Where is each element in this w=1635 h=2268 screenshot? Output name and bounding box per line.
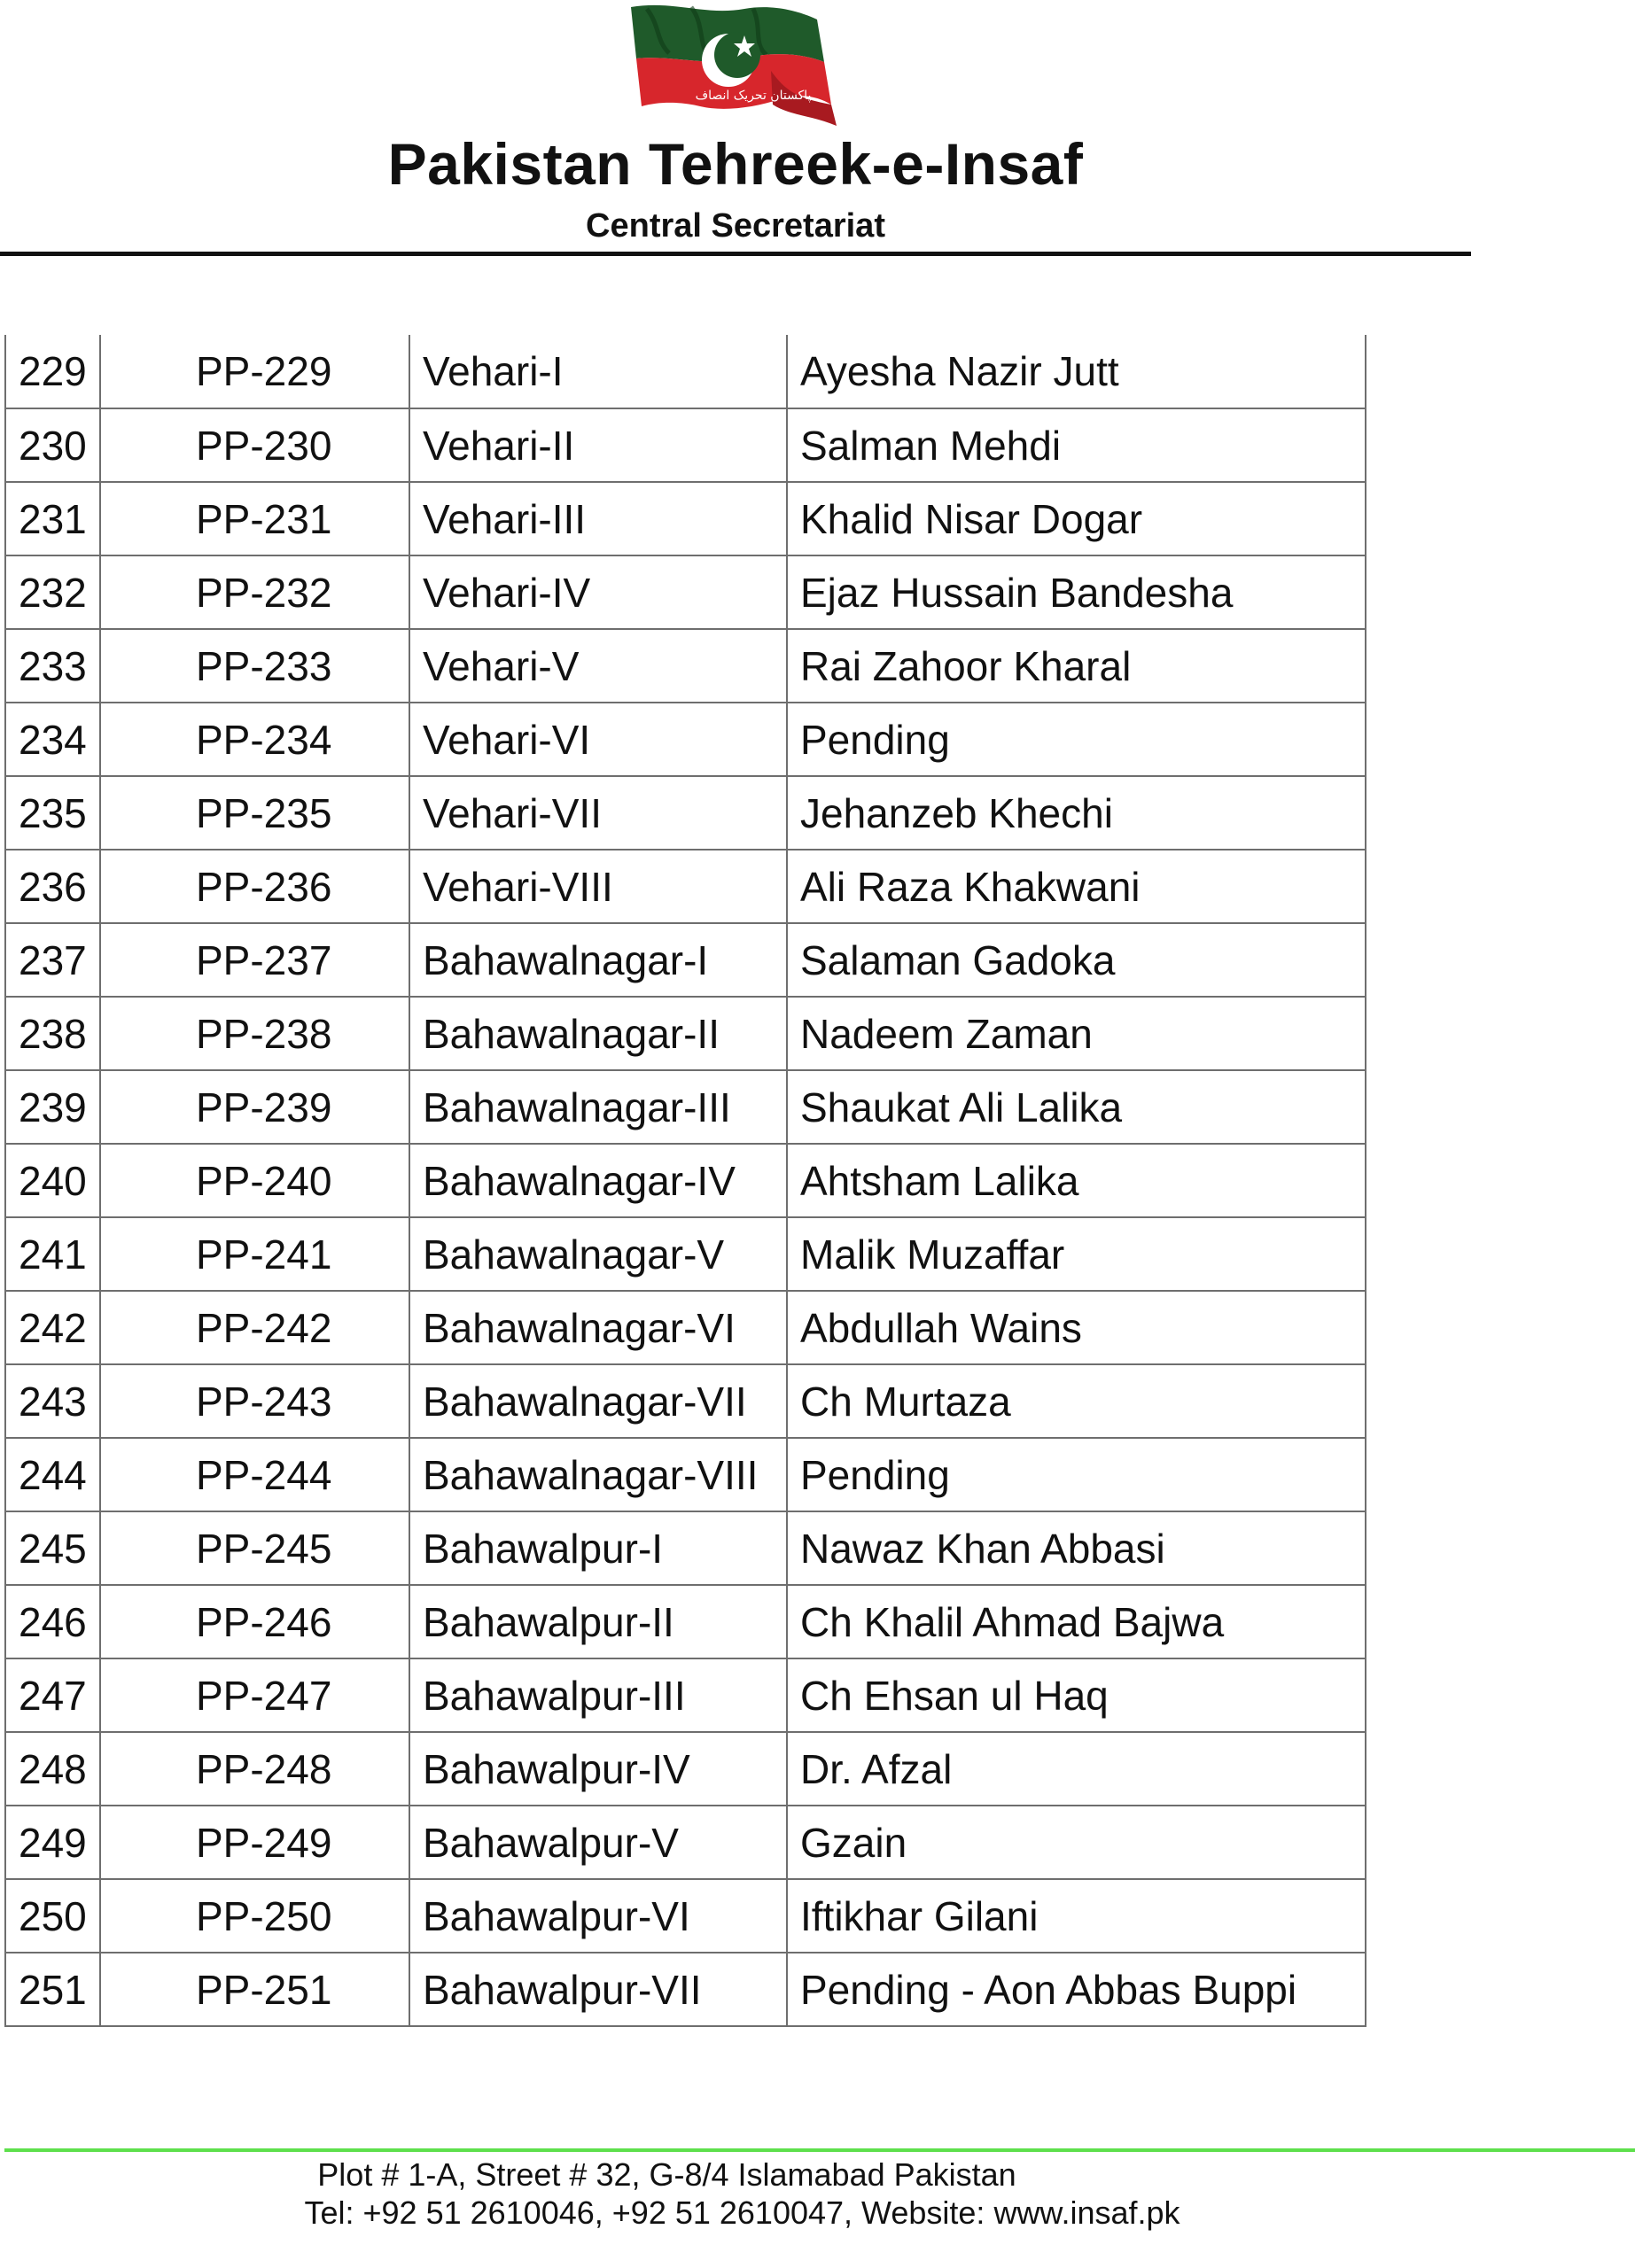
constituency-name: Vehari-II <box>409 408 787 482</box>
candidate-name: Dr. Afzal <box>787 1732 1366 1806</box>
row-number: 236 <box>5 850 100 923</box>
table-row <box>5 1291 1366 1364</box>
table-row <box>5 1953 1366 2026</box>
constituency-code: PP-233 <box>100 629 409 703</box>
constituency-name: Vehari-V <box>409 629 787 703</box>
table-row <box>5 1217 1366 1291</box>
candidate-name: Salman Mehdi <box>787 408 1366 482</box>
candidate-name: Pending - Aon Abbas Buppi <box>787 1953 1366 2026</box>
constituency-name: Bahawalnagar-V <box>409 1217 787 1291</box>
row-number: 244 <box>5 1438 100 1511</box>
row-number: 233 <box>5 629 100 703</box>
constituency-code: PP-232 <box>100 555 409 629</box>
constituency-code: PP-229 <box>100 335 409 408</box>
constituency-name: Bahawalpur-IV <box>409 1732 787 1806</box>
flag-inscription: پاکستان تحریک انصاف <box>695 89 812 103</box>
constituency-name: Vehari-III <box>409 482 787 555</box>
row-number: 231 <box>5 482 100 555</box>
table-row <box>5 1438 1366 1511</box>
row-number: 246 <box>5 1585 100 1658</box>
row-number: 249 <box>5 1806 100 1879</box>
candidate-name: Pending <box>787 703 1366 776</box>
table-row <box>5 1879 1366 1953</box>
candidate-name: Pending <box>787 1438 1366 1511</box>
constituency-code: PP-238 <box>100 997 409 1070</box>
candidate-name: Khalid Nisar Dogar <box>787 482 1366 555</box>
constituency-name: Bahawalnagar-III <box>409 1070 787 1144</box>
row-number: 250 <box>5 1879 100 1953</box>
organization-subtitle: Central Secretariat <box>586 207 885 245</box>
table-row <box>5 629 1366 703</box>
candidate-name: Salaman Gadoka <box>787 923 1366 997</box>
constituency-name: Bahawalnagar-VIII <box>409 1438 787 1511</box>
footer-divider <box>4 2148 1635 2152</box>
row-number: 247 <box>5 1658 100 1732</box>
candidates-table-container <box>4 335 1365 2027</box>
constituency-name: Bahawalnagar-I <box>409 923 787 997</box>
row-number: 248 <box>5 1732 100 1806</box>
table-row <box>5 997 1366 1070</box>
table-row <box>5 1585 1366 1658</box>
table-row <box>5 1732 1366 1806</box>
table-row <box>5 850 1366 923</box>
row-number: 243 <box>5 1364 100 1438</box>
constituency-name: Bahawalpur-V <box>409 1806 787 1879</box>
row-number: 251 <box>5 1953 100 2026</box>
constituency-name: Bahawalpur-III <box>409 1658 787 1732</box>
candidate-name: Ch Khalil Ahmad Bajwa <box>787 1585 1366 1658</box>
pti-flag-logo <box>620 0 842 133</box>
constituency-code: PP-241 <box>100 1217 409 1291</box>
row-number: 239 <box>5 1070 100 1144</box>
table-row <box>5 776 1366 850</box>
table-row <box>5 703 1366 776</box>
candidate-name: Ali Raza Khakwani <box>787 850 1366 923</box>
constituency-code: PP-246 <box>100 1585 409 1658</box>
row-number: 230 <box>5 408 100 482</box>
candidate-name: Rai Zahoor Kharal <box>787 629 1366 703</box>
constituency-code: PP-247 <box>100 1658 409 1732</box>
constituency-name: Vehari-VII <box>409 776 787 850</box>
table-row <box>5 1144 1366 1217</box>
organization-title: Pakistan Tehreek-e-Insaf <box>387 131 1084 197</box>
row-number: 242 <box>5 1291 100 1364</box>
constituency-name: Bahawalnagar-II <box>409 997 787 1070</box>
constituency-code: PP-251 <box>100 1953 409 2026</box>
candidate-name: Gzain <box>787 1806 1366 1879</box>
table-row <box>5 1070 1366 1144</box>
constituency-name: Bahawalnagar-IV <box>409 1144 787 1217</box>
constituency-name: Vehari-IV <box>409 555 787 629</box>
constituency-code: PP-230 <box>100 408 409 482</box>
candidate-name: Iftikhar Gilani <box>787 1879 1366 1953</box>
table-row <box>5 1806 1366 1879</box>
constituency-code: PP-245 <box>100 1511 409 1585</box>
constituency-name: Bahawalnagar-VI <box>409 1291 787 1364</box>
constituency-code: PP-235 <box>100 776 409 850</box>
constituency-name: Vehari-I <box>409 335 787 408</box>
footer-address: Plot # 1-A, Street # 32, G-8/4 Islamabad Pakistan <box>317 2156 1016 2193</box>
constituency-code: PP-243 <box>100 1364 409 1438</box>
candidate-name: Ahtsham Lalika <box>787 1144 1366 1217</box>
constituency-code: PP-236 <box>100 850 409 923</box>
candidate-name: Ejaz Hussain Bandesha <box>787 555 1366 629</box>
candidate-name: Jehanzeb Khechi <box>787 776 1366 850</box>
row-number: 241 <box>5 1217 100 1291</box>
constituency-code: PP-242 <box>100 1291 409 1364</box>
candidate-name: Ch Murtaza <box>787 1364 1366 1438</box>
table-row <box>5 482 1366 555</box>
candidate-name: Nadeem Zaman <box>787 997 1366 1070</box>
table-row <box>5 408 1366 482</box>
constituency-name: Bahawalpur-I <box>409 1511 787 1585</box>
constituency-name: Bahawalpur-II <box>409 1585 787 1658</box>
candidate-name: Ch Ehsan ul Haq <box>787 1658 1366 1732</box>
row-number: 237 <box>5 923 100 997</box>
constituency-name: Bahawalpur-VII <box>409 1953 787 2026</box>
row-number: 245 <box>5 1511 100 1585</box>
row-number: 232 <box>5 555 100 629</box>
row-number: 229 <box>5 335 100 408</box>
table-row <box>5 1658 1366 1732</box>
row-number: 235 <box>5 776 100 850</box>
constituency-name: Vehari-VIII <box>409 850 787 923</box>
constituency-name: Bahawalnagar-VII <box>409 1364 787 1438</box>
row-number: 234 <box>5 703 100 776</box>
header-divider <box>0 252 1471 256</box>
candidate-name: Ayesha Nazir Jutt <box>787 335 1366 408</box>
constituency-name: Vehari-VI <box>409 703 787 776</box>
table-row <box>5 1364 1366 1438</box>
row-number: 240 <box>5 1144 100 1217</box>
footer-contact: Tel: +92 51 2610046, +92 51 2610047, Website: www.insaf.pk <box>304 2194 1180 2231</box>
constituency-code: PP-250 <box>100 1879 409 1953</box>
constituency-code: PP-231 <box>100 482 409 555</box>
candidate-name: Shaukat Ali Lalika <box>787 1070 1366 1144</box>
constituency-code: PP-240 <box>100 1144 409 1217</box>
candidate-name: Malik Muzaffar <box>787 1217 1366 1291</box>
row-number: 238 <box>5 997 100 1070</box>
table-body <box>5 335 1366 2026</box>
constituency-code: PP-239 <box>100 1070 409 1144</box>
table-row <box>5 335 1366 408</box>
constituency-code: PP-234 <box>100 703 409 776</box>
letterhead <box>0 0 1635 266</box>
table-row <box>5 1511 1366 1585</box>
candidate-name: Abdullah Wains <box>787 1291 1366 1364</box>
constituency-code: PP-244 <box>100 1438 409 1511</box>
candidates-table <box>4 335 1366 2027</box>
constituency-name: Bahawalpur-VI <box>409 1879 787 1953</box>
candidate-name: Nawaz Khan Abbasi <box>787 1511 1366 1585</box>
table-row <box>5 555 1366 629</box>
table-row <box>5 923 1366 997</box>
constituency-code: PP-248 <box>100 1732 409 1806</box>
constituency-code: PP-237 <box>100 923 409 997</box>
constituency-code: PP-249 <box>100 1806 409 1879</box>
